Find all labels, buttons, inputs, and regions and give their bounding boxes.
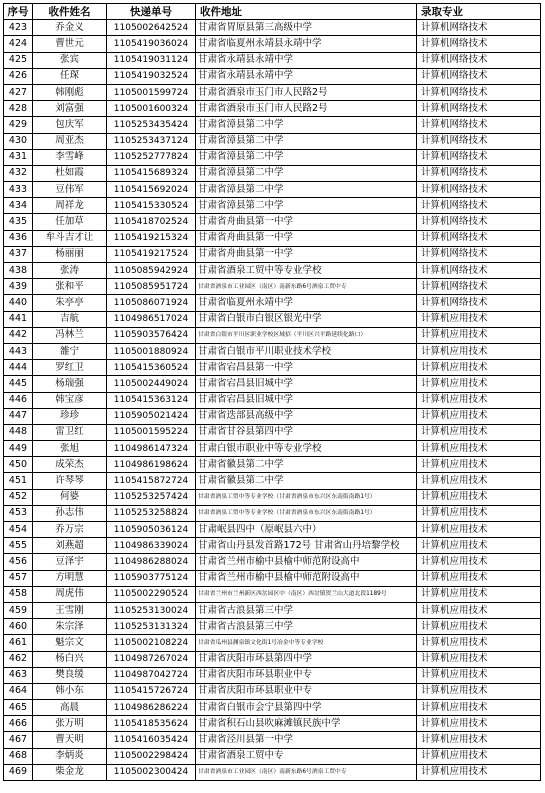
recipient-name: 刘富强 <box>33 101 107 117</box>
header-tracking: 快递单号 <box>107 4 196 20</box>
recipient-address: 甘肃省漳县第二中学 <box>196 198 417 214</box>
tracking-number: 1105085942924 <box>107 263 196 279</box>
recipient-address: 甘肃省兰州市榆中县榆中师范附设高中 <box>196 554 417 570</box>
table-row <box>4 279 541 295</box>
table-row <box>4 198 541 214</box>
table-row <box>4 441 541 457</box>
tracking-number: 1105415330524 <box>107 198 196 214</box>
recipient-name: 杨丽丽 <box>33 246 107 262</box>
tracking-number: 1105002298424 <box>107 748 196 764</box>
admitted-major: 计算机应用技术 <box>417 554 541 570</box>
admitted-major: 计算机应用技术 <box>417 651 541 667</box>
row-no: 447 <box>4 408 33 424</box>
recipient-name: 豆泽宇 <box>33 554 107 570</box>
recipient-name: 珍珍 <box>33 408 107 424</box>
admitted-major: 计算机应用技术 <box>417 408 541 424</box>
row-no: 455 <box>4 538 33 554</box>
table-row <box>4 522 541 538</box>
header-address: 收件地址 <box>196 4 417 20</box>
row-no: 458 <box>4 586 33 602</box>
recipient-address: 甘肃省漳县第二中学 <box>196 165 417 181</box>
shipping-table <box>3 3 541 781</box>
table-row <box>4 84 541 100</box>
recipient-name: 韩刚彪 <box>33 84 107 100</box>
table-row <box>4 635 541 651</box>
recipient-name: 李雪峰 <box>33 149 107 165</box>
recipient-name: 张宾 <box>33 52 107 68</box>
row-no: 462 <box>4 651 33 667</box>
recipient-name: 孙志伟 <box>33 505 107 521</box>
recipient-address: 甘肃省临夏州永靖中学 <box>196 295 417 311</box>
recipient-address: 甘肃省宕昌县第一中学 <box>196 360 417 376</box>
row-no: 441 <box>4 311 33 327</box>
recipient-address: 甘肃省瓜州县渊泉镇文化街1号冶金中等专业学校 <box>196 635 417 651</box>
row-no: 453 <box>4 505 33 521</box>
table-row <box>4 214 541 230</box>
recipient-address: 甘肃省白银市平川职业技术学校 <box>196 343 417 359</box>
tracking-number: 1105253257424 <box>107 489 196 505</box>
recipient-name: 魁宗文 <box>33 635 107 651</box>
recipient-name: 任琛 <box>33 68 107 84</box>
recipient-name: 柴金龙 <box>33 764 107 780</box>
table-row <box>4 473 541 489</box>
admitted-major: 计算机网络技术 <box>417 36 541 52</box>
recipient-address: 甘肃省酒泉市工业园区（南区）南新东路6号酒泉工贸中专 <box>196 279 417 295</box>
tracking-number: 1105086071924 <box>107 295 196 311</box>
admitted-major: 计算机应用技术 <box>417 489 541 505</box>
row-no: 425 <box>4 52 33 68</box>
admitted-major: 计算机网络技术 <box>417 246 541 262</box>
row-no: 437 <box>4 246 33 262</box>
recipient-name: 雷卫红 <box>33 424 107 440</box>
row-no: 463 <box>4 667 33 683</box>
tracking-number: 1105419032524 <box>107 68 196 84</box>
recipient-address: 甘肃省庆阳市环县第四中学 <box>196 651 417 667</box>
admitted-major: 计算机网络技术 <box>417 133 541 149</box>
table-row <box>4 327 541 343</box>
admitted-major: 计算机网络技术 <box>417 182 541 198</box>
admitted-major: 计算机网络技术 <box>417 68 541 84</box>
admitted-major: 计算机网络技术 <box>417 295 541 311</box>
recipient-address: 甘肃省酒泉工贸中专 <box>196 748 417 764</box>
recipient-name: 张涛 <box>33 263 107 279</box>
admitted-major: 计算机应用技术 <box>417 311 541 327</box>
row-no: 467 <box>4 732 33 748</box>
tracking-number: 1105001600324 <box>107 101 196 117</box>
recipient-address: 甘肃省山丹县发首路172号 甘肃省山丹培黎学校 <box>196 538 417 554</box>
tracking-number: 1105001599724 <box>107 84 196 100</box>
admitted-major: 计算机应用技术 <box>417 635 541 651</box>
recipient-name: 韩宝彦 <box>33 392 107 408</box>
recipient-name: 樊良缓 <box>33 667 107 683</box>
table-row <box>4 263 541 279</box>
table-row <box>4 20 541 36</box>
row-no: 443 <box>4 343 33 359</box>
tracking-number: 1105415360524 <box>107 360 196 376</box>
recipient-name: 成荣杰 <box>33 457 107 473</box>
table-body <box>4 20 541 781</box>
recipient-address: 甘肃省漳县第二中学 <box>196 149 417 165</box>
tracking-number: 1105903775124 <box>107 570 196 586</box>
admitted-major: 计算机应用技术 <box>417 764 541 780</box>
tracking-number: 1105419215324 <box>107 230 196 246</box>
recipient-address: 甘肃省酒泉工贸中等专业学校 <box>196 263 417 279</box>
tracking-number: 1105253130024 <box>107 602 196 618</box>
recipient-address: 甘肃省宕昌县旧城中学 <box>196 392 417 408</box>
recipient-name: 罗红卫 <box>33 360 107 376</box>
tracking-number: 1105002290524 <box>107 586 196 602</box>
admitted-major: 计算机应用技术 <box>417 700 541 716</box>
tracking-number: 1105419036024 <box>107 36 196 52</box>
recipient-name: 张和平 <box>33 279 107 295</box>
table-row <box>4 52 541 68</box>
recipient-address: 甘肃省白银市平川区职业学校区域招（平川区兴平路延续化路口） <box>196 327 417 343</box>
tracking-number: 1105419217524 <box>107 246 196 262</box>
tracking-number: 1105415363124 <box>107 392 196 408</box>
table-row <box>4 230 541 246</box>
admitted-major: 计算机网络技术 <box>417 263 541 279</box>
tracking-number: 1104986147324 <box>107 441 196 457</box>
recipient-name: 方明慧 <box>33 570 107 586</box>
table-row <box>4 748 541 764</box>
row-no: 457 <box>4 570 33 586</box>
header-name: 收件姓名 <box>33 4 107 20</box>
admitted-major: 计算机网络技术 <box>417 165 541 181</box>
tracking-number: 1105905036124 <box>107 522 196 538</box>
tracking-number: 1105002449024 <box>107 376 196 392</box>
table-row <box>4 651 541 667</box>
recipient-name: 张旭 <box>33 441 107 457</box>
row-no: 434 <box>4 198 33 214</box>
row-no: 423 <box>4 20 33 36</box>
admitted-major: 计算机网络技术 <box>417 20 541 36</box>
table-row <box>4 732 541 748</box>
recipient-address: 甘肃省胃原县第三高级中学 <box>196 20 417 36</box>
recipient-name: 朱宗泽 <box>33 619 107 635</box>
recipient-name: 刘燕超 <box>33 538 107 554</box>
recipient-address: 甘肃省永靖县永靖中学 <box>196 52 417 68</box>
recipient-address: 甘肃省古浪县第三中学 <box>196 602 417 618</box>
header-major: 录取专业 <box>417 4 541 20</box>
tracking-number: 1105002108224 <box>107 635 196 651</box>
recipient-address: 甘肃省舟曲县第一中学 <box>196 246 417 262</box>
row-no: 445 <box>4 376 33 392</box>
recipient-address: 甘肃省古浪县第三中学 <box>196 619 417 635</box>
admitted-major: 计算机网络技术 <box>417 101 541 117</box>
recipient-name: 许琴琴 <box>33 473 107 489</box>
admitted-major: 计算机应用技术 <box>417 327 541 343</box>
recipient-name: 乔金义 <box>33 20 107 36</box>
table-row <box>4 246 541 262</box>
recipient-address: 甘肃省酒泉工贸中等专业学校（甘肃省酒泉市东兴区东南街南路1号） <box>196 505 417 521</box>
table-row <box>4 36 541 52</box>
admitted-major: 计算机应用技术 <box>417 392 541 408</box>
row-no: 465 <box>4 700 33 716</box>
tracking-number: 1105416035424 <box>107 732 196 748</box>
recipient-name: 周亚杰 <box>33 133 107 149</box>
tracking-number: 1104986198624 <box>107 457 196 473</box>
admitted-major: 计算机网络技术 <box>417 214 541 230</box>
tracking-number: 1104986286224 <box>107 700 196 716</box>
admitted-major: 计算机网络技术 <box>417 52 541 68</box>
recipient-address: 甘肃省徽县第二中学 <box>196 457 417 473</box>
recipient-name: 包庆军 <box>33 117 107 133</box>
recipient-name: 冯林兰 <box>33 327 107 343</box>
tracking-number: 1105001595224 <box>107 424 196 440</box>
table-row <box>4 360 541 376</box>
row-no: 461 <box>4 635 33 651</box>
recipient-name: 韩小东 <box>33 683 107 699</box>
admitted-major: 计算机网络技术 <box>417 84 541 100</box>
table-row <box>4 424 541 440</box>
recipient-address: 甘肃省舟曲县第一中学 <box>196 230 417 246</box>
recipient-address: 甘肃省酒泉市玉门市人民路2号 <box>196 101 417 117</box>
table-row <box>4 311 541 327</box>
row-no: 469 <box>4 764 33 780</box>
table-row <box>4 149 541 165</box>
tracking-number: 1105253258824 <box>107 505 196 521</box>
table-row <box>4 716 541 732</box>
admitted-major: 计算机应用技术 <box>417 441 541 457</box>
recipient-address: 甘肃省酒泉市玉门市人民路2号 <box>196 84 417 100</box>
tracking-number: 1105002642524 <box>107 20 196 36</box>
row-no: 432 <box>4 165 33 181</box>
admitted-major: 计算机应用技术 <box>417 619 541 635</box>
recipient-name: 豆伟军 <box>33 182 107 198</box>
recipient-address: 甘肃省舟曲县第一中学 <box>196 214 417 230</box>
row-no: 426 <box>4 68 33 84</box>
row-no: 444 <box>4 360 33 376</box>
recipient-address: 甘肃省庆阳市环县职业中专 <box>196 683 417 699</box>
row-no: 429 <box>4 117 33 133</box>
admitted-major: 计算机应用技术 <box>417 570 541 586</box>
row-no: 466 <box>4 716 33 732</box>
table-row <box>4 165 541 181</box>
recipient-address: 甘肃省甘谷县第四中学 <box>196 424 417 440</box>
recipient-address: 甘肃省兰州市兰州新区西岔园区中（南区）西岔镇贺兰山大道北段1189号 <box>196 586 417 602</box>
table-row <box>4 602 541 618</box>
tracking-number: 1105253437124 <box>107 133 196 149</box>
admitted-major: 计算机应用技术 <box>417 376 541 392</box>
tracking-number: 1105001880924 <box>107 343 196 359</box>
recipient-name: 杜如霞 <box>33 165 107 181</box>
recipient-name: 曹天明 <box>33 732 107 748</box>
table-row <box>4 538 541 554</box>
table-row <box>4 408 541 424</box>
tracking-number: 1105252777824 <box>107 149 196 165</box>
admitted-major: 计算机应用技术 <box>417 457 541 473</box>
admitted-major: 计算机应用技术 <box>417 505 541 521</box>
recipient-name: 乔万宗 <box>33 522 107 538</box>
admitted-major: 计算机应用技术 <box>417 716 541 732</box>
recipient-address: 甘肃省漳县第二中学 <box>196 117 417 133</box>
admitted-major: 计算机网络技术 <box>417 198 541 214</box>
tracking-number: 1104986288024 <box>107 554 196 570</box>
recipient-name: 朱亭亭 <box>33 295 107 311</box>
recipient-address: 甘肃省泾川县第一中学 <box>196 732 417 748</box>
recipient-address: 甘肃省永靖县永靖中学 <box>196 68 417 84</box>
recipient-name: 高晨 <box>33 700 107 716</box>
admitted-major: 计算机应用技术 <box>417 748 541 764</box>
admitted-major: 计算机应用技术 <box>417 473 541 489</box>
tracking-number: 1105418702524 <box>107 214 196 230</box>
recipient-address: 甘肃省积石山县吹麻滩镇民族中学 <box>196 716 417 732</box>
table-row <box>4 683 541 699</box>
admitted-major: 计算机应用技术 <box>417 586 541 602</box>
admission-shipping-table-page <box>3 3 541 781</box>
table-row <box>4 700 541 716</box>
recipient-address: 甘肃省白银市会宁县第四中学 <box>196 700 417 716</box>
recipient-address: 甘肃省兰州市榆中县榆中师范附设高中 <box>196 570 417 586</box>
row-no: 439 <box>4 279 33 295</box>
recipient-address: 甘肃省宕昌县旧城中学 <box>196 376 417 392</box>
recipient-name: 牟斗吉才让 <box>33 230 107 246</box>
table-row <box>4 376 541 392</box>
recipient-address: 甘肃省庆阳市环县职业中专 <box>196 667 417 683</box>
admitted-major: 计算机应用技术 <box>417 522 541 538</box>
admitted-major: 计算机应用技术 <box>417 732 541 748</box>
tracking-number: 1104987042724 <box>107 667 196 683</box>
row-no: 449 <box>4 441 33 457</box>
table-row <box>4 457 541 473</box>
admitted-major: 计算机应用技术 <box>417 683 541 699</box>
table-row <box>4 489 541 505</box>
row-no: 451 <box>4 473 33 489</box>
admitted-major: 计算机应用技术 <box>417 602 541 618</box>
row-no: 440 <box>4 295 33 311</box>
recipient-name: 杨白兴 <box>33 651 107 667</box>
table-row <box>4 619 541 635</box>
tracking-number: 1105415726724 <box>107 683 196 699</box>
table-row <box>4 505 541 521</box>
table-row <box>4 764 541 780</box>
row-no: 427 <box>4 84 33 100</box>
recipient-address: 甘肃省漳县第二中学 <box>196 182 417 198</box>
tracking-number: 1105903576424 <box>107 327 196 343</box>
recipient-name: 王雪刚 <box>33 602 107 618</box>
recipient-address: 甘肃白银市职业中等专业学校 <box>196 441 417 457</box>
tracking-number: 1105253435424 <box>107 117 196 133</box>
admitted-major: 计算机应用技术 <box>417 343 541 359</box>
recipient-name: 张万明 <box>33 716 107 732</box>
recipient-address: 甘肃省酒泉工贸中等专业学校（甘肃省酒泉市东兴区东南街南路1号） <box>196 489 417 505</box>
tracking-number: 1105419031124 <box>107 52 196 68</box>
row-no: 430 <box>4 133 33 149</box>
table-row <box>4 667 541 683</box>
row-no: 460 <box>4 619 33 635</box>
recipient-address: 甘肃省白银市白银区银光中学 <box>196 311 417 327</box>
admitted-major: 计算机网络技术 <box>417 279 541 295</box>
recipient-name: 雒宁 <box>33 343 107 359</box>
recipient-name: 吉航 <box>33 311 107 327</box>
row-no: 436 <box>4 230 33 246</box>
table-row <box>4 554 541 570</box>
table-row <box>4 133 541 149</box>
tracking-number: 1105415689324 <box>107 165 196 181</box>
table-row <box>4 101 541 117</box>
row-no: 431 <box>4 149 33 165</box>
row-no: 435 <box>4 214 33 230</box>
recipient-address: 甘肃省漳县第二中学 <box>196 133 417 149</box>
recipient-name: 李炳炎 <box>33 748 107 764</box>
table-row <box>4 343 541 359</box>
admitted-major: 计算机应用技术 <box>417 360 541 376</box>
row-no: 433 <box>4 182 33 198</box>
table-row <box>4 117 541 133</box>
row-no: 438 <box>4 263 33 279</box>
recipient-name: 曹世元 <box>33 36 107 52</box>
table-row <box>4 392 541 408</box>
tracking-number: 1105085951724 <box>107 279 196 295</box>
admitted-major: 计算机网络技术 <box>417 230 541 246</box>
tracking-number: 1105415692024 <box>107 182 196 198</box>
row-no: 442 <box>4 327 33 343</box>
tracking-number: 1104987267024 <box>107 651 196 667</box>
tracking-number: 1104986517024 <box>107 311 196 327</box>
row-no: 452 <box>4 489 33 505</box>
admitted-major: 计算机网络技术 <box>417 149 541 165</box>
table-row <box>4 295 541 311</box>
row-no: 424 <box>4 36 33 52</box>
recipient-address: 甘肃省徽县第二中学 <box>196 473 417 489</box>
recipient-address: 甘肃岷县四中（原岷县六中） <box>196 522 417 538</box>
recipient-name: 杨瑞强 <box>33 376 107 392</box>
tracking-number: 1105415872724 <box>107 473 196 489</box>
row-no: 459 <box>4 602 33 618</box>
recipient-name: 周祥龙 <box>33 198 107 214</box>
table-row <box>4 68 541 84</box>
recipient-name: 何婆 <box>33 489 107 505</box>
admitted-major: 计算机网络技术 <box>417 117 541 133</box>
admitted-major: 计算机应用技术 <box>417 538 541 554</box>
recipient-address: 甘肃省临夏州永靖县永靖中学 <box>196 36 417 52</box>
row-no: 468 <box>4 748 33 764</box>
row-no: 456 <box>4 554 33 570</box>
header-row <box>4 4 541 20</box>
row-no: 454 <box>4 522 33 538</box>
tracking-number: 1104986339024 <box>107 538 196 554</box>
table-row <box>4 182 541 198</box>
header-no: 序号 <box>4 4 33 20</box>
tracking-number: 1105002300424 <box>107 764 196 780</box>
admitted-major: 计算机应用技术 <box>417 424 541 440</box>
table-row <box>4 586 541 602</box>
tracking-number: 1105905021424 <box>107 408 196 424</box>
row-no: 450 <box>4 457 33 473</box>
row-no: 446 <box>4 392 33 408</box>
recipient-name: 任加草 <box>33 214 107 230</box>
row-no: 448 <box>4 424 33 440</box>
recipient-address: 甘肃省迭部县高级中学 <box>196 408 417 424</box>
recipient-address: 甘肃省酒泉市工业园区（南区）南新东路6号酒泉工贸中专 <box>196 764 417 780</box>
row-no: 464 <box>4 683 33 699</box>
tracking-number: 1105253131324 <box>107 619 196 635</box>
row-no: 428 <box>4 101 33 117</box>
admitted-major: 计算机应用技术 <box>417 667 541 683</box>
tracking-number: 1105418535624 <box>107 716 196 732</box>
table-row <box>4 570 541 586</box>
recipient-name: 周虎伟 <box>33 586 107 602</box>
